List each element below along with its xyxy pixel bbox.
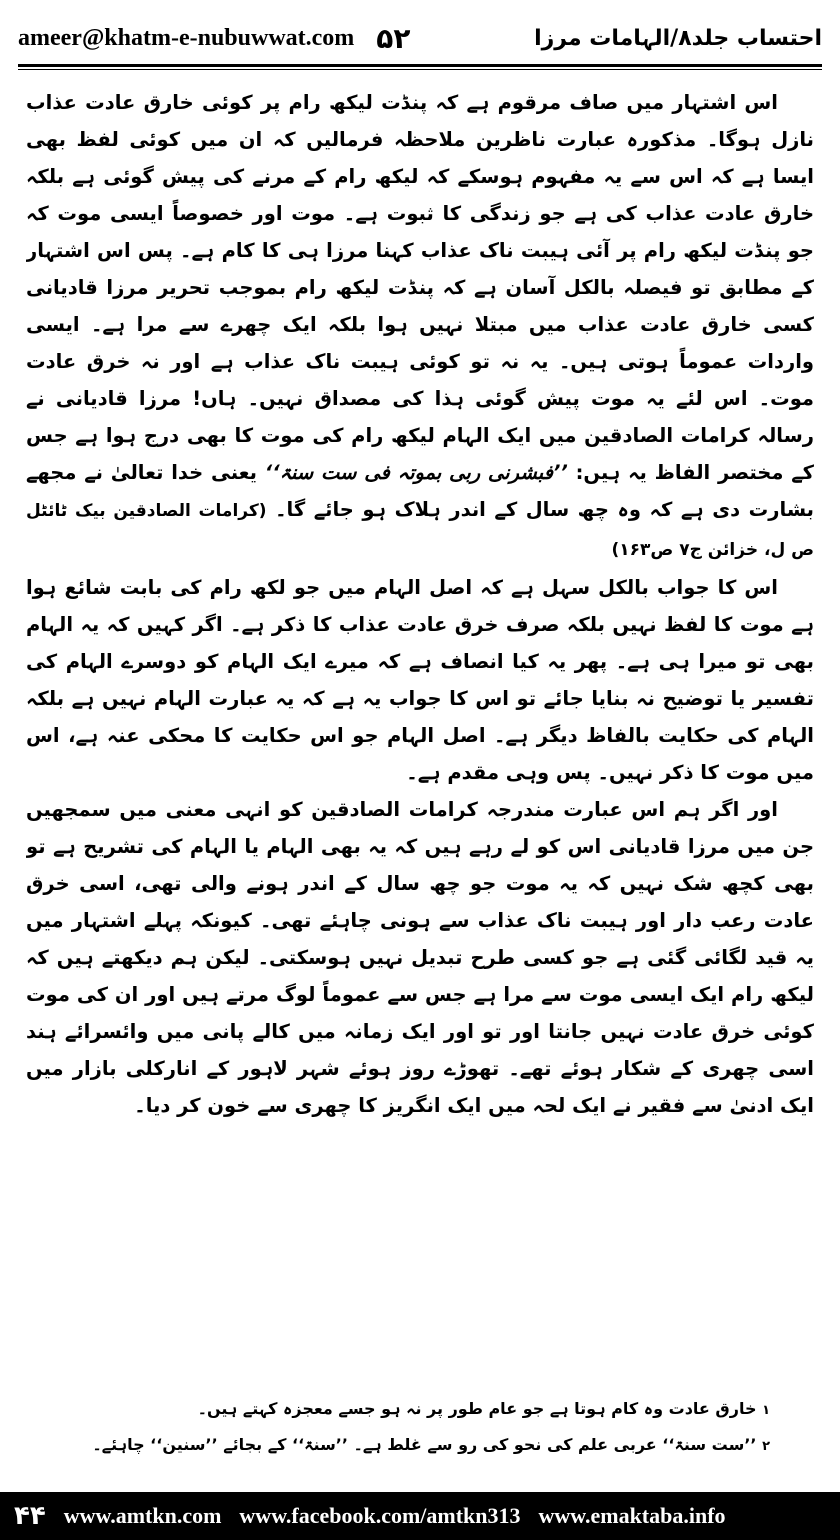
footnote-text: خارق عادت وہ کام ہوتا ہے جو عام طور پر نہ ہو جسے معجزہ کہتے ہیں۔ — [197, 1399, 757, 1418]
paragraph-1 — [26, 84, 814, 569]
citation: (کرامات الصادقین بیک ٹائٹل ص ل، خزائن ج۷ ص۱۶۳) — [26, 501, 814, 560]
paragraph-2: اس کا جواب بالکل سہل ہے کہ اصل الہام میں جو لکھ رام کی بابت شائع ہوا ہے موت کا لفظ نہیں بلکہ صرف خرق عادت عذاب کا ذکر ہے۔ اگر کہیں کہ یہ الہام بھی تو میرا ہی ہے۔ پھر یہ کیا انصاف ہے کہ میرے ایک الہام کو دوسرے الہام کی تفسیر یا توضیح نہ بنایا جائے تو اس کا جواب یہ ہے کہ یہ عبارت الہام نہیں ہے بلکہ الہام کی حکایت بالفاظ دیگر ہے۔ اصل الہام جو اس حکایت کا محکی عنہ ہے، اس میں موت کا ذکر نہیں۔ پس وہی مقدم ہے۔ — [26, 576, 814, 784]
header-rule — [18, 64, 822, 67]
paragraph-3: اور اگر ہم اس عبارت مندرجہ کرامات الصادقین کو انہی معنی میں سمجھیں جن میں مرزا قادیانی اس کو لے رہے ہیں کہ یہ بھی الہام یا الہام کی تشریح ہے تو بھی کچھ شک نہیں کہ یہ موت جو چھ سال کے اندر ہونے والی تھی، اسی خرق عادت رعب دار اور ہیبت ناک عذاب سے ہونی چاہئے تھی۔ کیونکہ پہلے اشتہار میں یہ قید لگائی گئی ہے جو کسی طرح تبدیل نہیں ہوسکتی۔ لیکن ہم دیکھتے ہیں کہ لیکھ رام ایک ایسی موت سے مرا ہے جس سے عموماً لوگ مرتے ہیں اور ان کی موت کوئی خرق عادت نہیں جانتا اور تو اور ایک زمانہ میں کالے پانی میں وائسرائے ہند اسی چھری کے شکار ہوئے تھے۔ تھوڑے روز ہوئے شہر لاہور کے انارکلی بازار میں ایک ادنیٰ سے فقیر نے ایک لحہ میں ایک انگریز کا چھری سے خون کر دیا۔ — [26, 798, 814, 1117]
paragraph-1-text: اس اشتہار میں صاف مرقوم ہے کہ پنڈت لیکھ رام پر کوئی خارق عادت عذاب نازل ہوگا۔ مذکورہ عبارت ناظرین ملاحظہ فرمالیں کہ ان میں کوئی لفظ بھی ایسا ہے کہ اس سے یہ مفہوم ہوسکے کہ لیکھ رام کے مرنے کی پیش گوئی ہے بلکہ خارق عادت عذاب کی ہے جو زندگی کا ثبوت ہے۔ موت اور خصوصاً ایسی موت کہ جو پنڈت لیکھ رام پر آئی ہیبت ناک عذاب کہنا مرزا ہی کا کام ہے۔ پس اس اشتہار کے مطابق تو فیصلہ بالکل آسان ہے کہ پنڈت لیکھ رام بموجب تحریر مرزا قادیانی کسی خارق عادت عذاب میں مبتلا نہیں ہوا بلکہ ایک چھرے سے مرا ہے۔ ایسی واردات عموماً ہوتی ہیں۔ یہ نہ تو کوئی ہیبت ناک عذاب ہے اور نہ خرق عادت موت۔ اس لئے یہ موت پیش گوئی ہذا کی مصداق نہیں۔ ہاں! مرزا قادیانی نے رسالہ کرامات الصادقین میں ایک الہام لیکھ رام کی موت کا بھی درج ہوا ہے جس کے مختصر الفاظ یہ ہیں: — [26, 91, 814, 484]
footer-links — [64, 1503, 726, 1529]
page-footer — [0, 1492, 840, 1540]
footer-link-emaktaba[interactable]: www.emaktaba.info — [538, 1503, 726, 1528]
footnote-mark: ۱ — [762, 1403, 770, 1418]
header-rule-thin — [18, 69, 822, 70]
footer-link-facebook[interactable]: www.facebook.com/amtkn313 — [239, 1503, 521, 1528]
header-page-number: ۵۲ — [376, 21, 411, 55]
header-email: ameer@khatm-e-nubuwwat.com — [18, 24, 355, 51]
footnote-mark: ۲ — [762, 1439, 770, 1454]
footnote-2 — [26, 1428, 770, 1464]
header-left — [18, 22, 410, 55]
paragraph-1-tail: یعنی خدا تعالیٰ نے مجھے بشارت دی ہے کہ وہ چھ سال کے اندر ہلاک ہو جائے گا۔ — [26, 461, 814, 521]
header-book-title: احتساب جلد۸/الہامات مرزا — [534, 25, 822, 51]
footnote-1 — [26, 1392, 770, 1428]
footer-link-amtkn[interactable]: www.amtkn.com — [63, 1503, 222, 1528]
page-header — [18, 14, 822, 62]
footnotes — [26, 1392, 770, 1464]
footer-page-number: ۴۴ — [14, 1501, 46, 1531]
main-text — [26, 84, 814, 1374]
footnote-text: ’’ست سنۃ‘‘ عربی علم کی نحو کی رو سے غلط ہے۔ ’’سنۃ‘‘ کے بجائے ’’سنین‘‘ چاہئے۔ — [92, 1435, 757, 1454]
arabic-quote: ’’فبشرنی ربی بموتہ فی ست سنۃ‘‘ — [264, 461, 568, 484]
